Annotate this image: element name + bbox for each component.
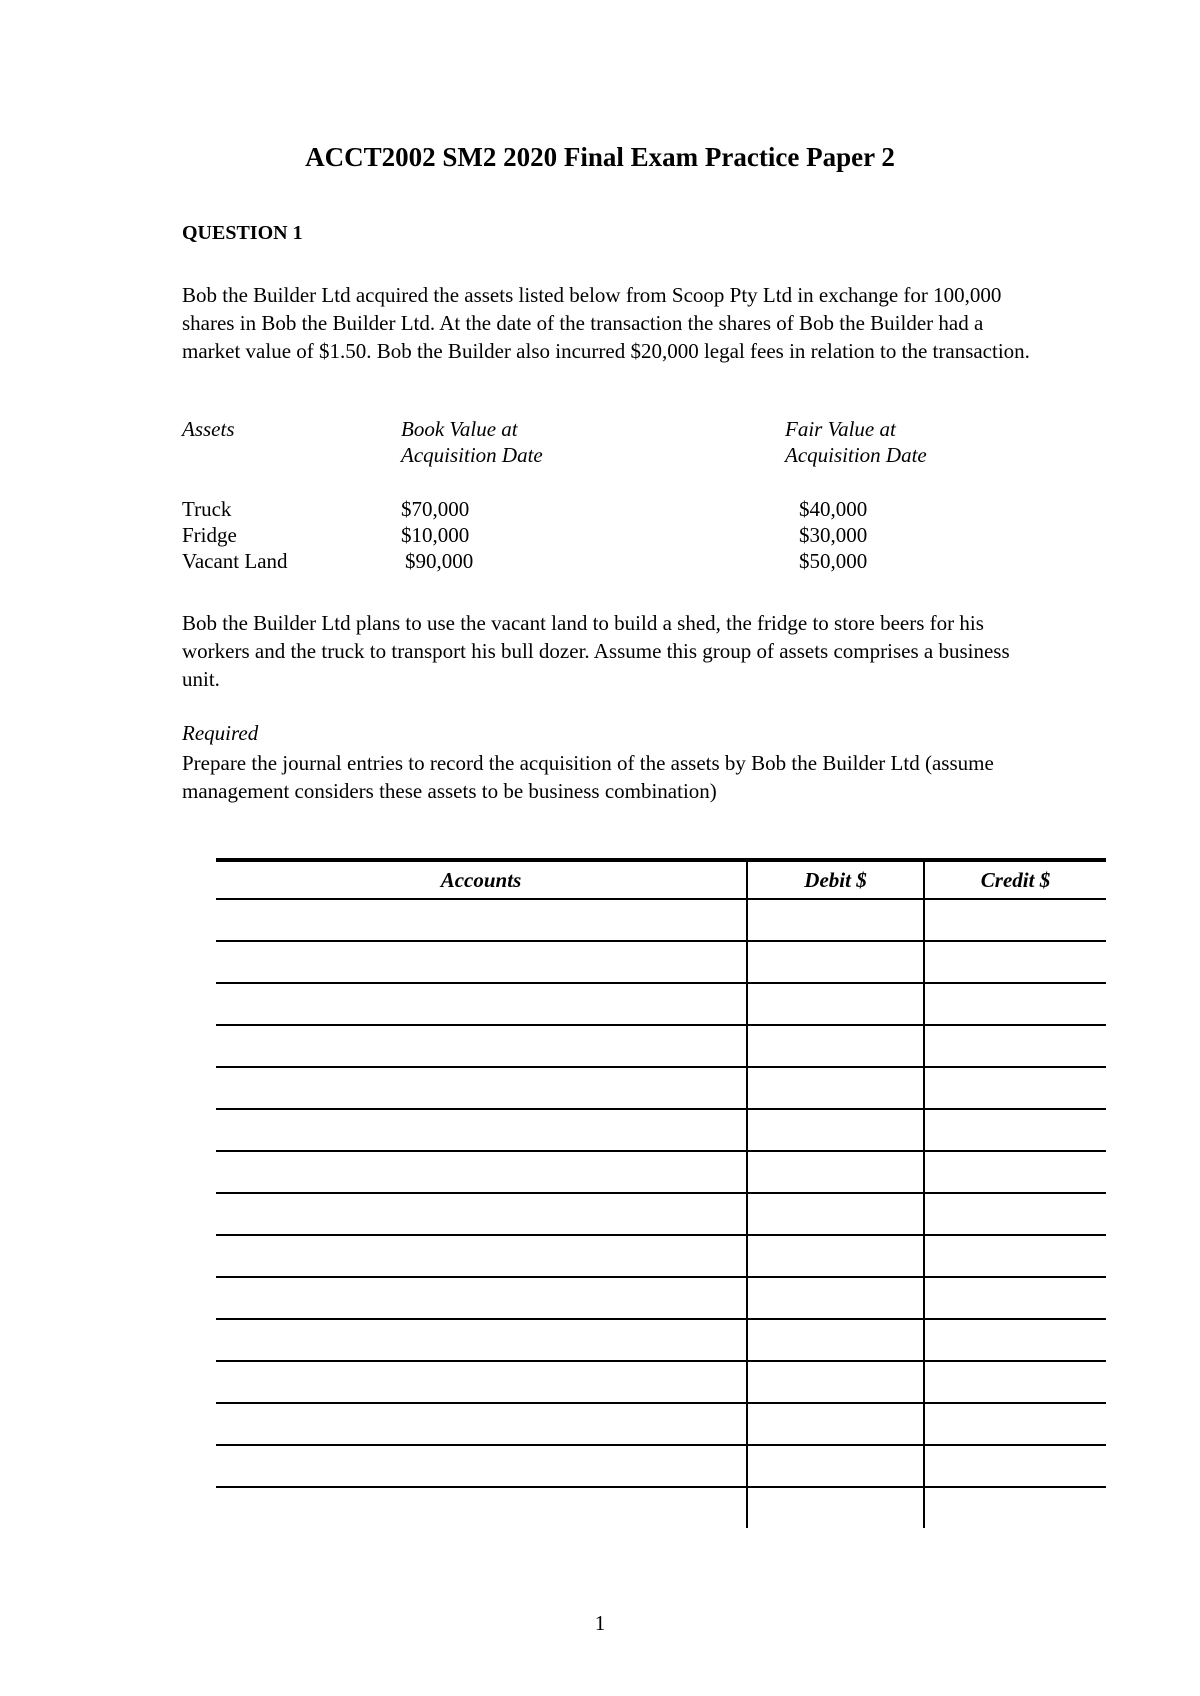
journal-row-rule: [216, 1486, 1106, 1488]
journal-row-rule: [216, 1024, 1106, 1026]
asset-name: Truck: [182, 497, 232, 521]
journal-row-rule: [216, 1108, 1106, 1110]
journal-row-rule: [216, 1402, 1106, 1404]
fair-value-header-line1: Fair Value at: [785, 417, 896, 441]
journal-entry-table: [216, 858, 1106, 1528]
journal-row-rule: [216, 1066, 1106, 1068]
asset-fair-value: $30,000: [799, 523, 868, 547]
journal-row-rule: [216, 940, 1106, 942]
intro-paragraph: Bob the Builder Ltd acquired the assets listed below from Scoop Pty Ltd in exchange for 100,000 shares in Bob the Builder Ltd. At the date of the transaction the shares of Bob the Builder had a market value of $1.50. Bob the Builder also incurred $20,000 legal fees in relation to the transaction.: [182, 283, 1030, 363]
page-title: ACCT2002 SM2 2020 Final Exam Practice Paper 2: [305, 142, 895, 172]
asset-fair-value: $50,000: [799, 549, 868, 573]
page-number: 1: [594, 1611, 606, 1635]
journal-row-rule: [216, 982, 1106, 984]
asset-book-value: $90,000: [405, 549, 474, 573]
book-value-header-line1: Book Value at: [401, 417, 518, 441]
journal-header-rule: [216, 898, 1106, 900]
required-label: Required: [182, 721, 259, 745]
asset-book-value: $70,000: [401, 497, 470, 521]
asset-fair-value: $40,000: [799, 497, 868, 521]
credit-column-header: Credit $: [980, 868, 1051, 892]
required-text: Prepare the journal entries to record the acquisition of the assets by Bob the Builder Ltd (assume management considers these assets to be business combination): [182, 751, 994, 803]
journal-row-rule: [216, 1234, 1106, 1236]
asset-name: Fridge: [182, 523, 237, 547]
usage-paragraph: Bob the Builder Ltd plans to use the vacant land to build a shed, the fridge to store beers for his workers and the truck to transport his bull dozer. Assume this group of assets comprises a business unit.: [182, 611, 1010, 691]
journal-row-rule: [216, 1444, 1106, 1446]
journal-row-rule: [216, 1360, 1106, 1362]
asset-book-value: $10,000: [401, 523, 470, 547]
journal-top-border: [216, 858, 1106, 862]
assets-header: Assets: [182, 417, 235, 441]
journal-row-rule: [216, 1150, 1106, 1152]
journal-row-rule: [216, 1192, 1106, 1194]
debit-column-header: Debit $: [804, 868, 867, 892]
assets-table: [182, 417, 1082, 577]
journal-row-rule: [216, 1318, 1106, 1320]
book-value-header-line2: Acquisition Date: [401, 443, 543, 467]
fair-value-header-line2: Acquisition Date: [785, 443, 927, 467]
asset-name: Vacant Land: [182, 549, 288, 573]
journal-row-rule: [216, 1276, 1106, 1278]
accounts-column-header: Accounts: [440, 868, 522, 892]
question-heading: QUESTION 1: [182, 222, 303, 244]
